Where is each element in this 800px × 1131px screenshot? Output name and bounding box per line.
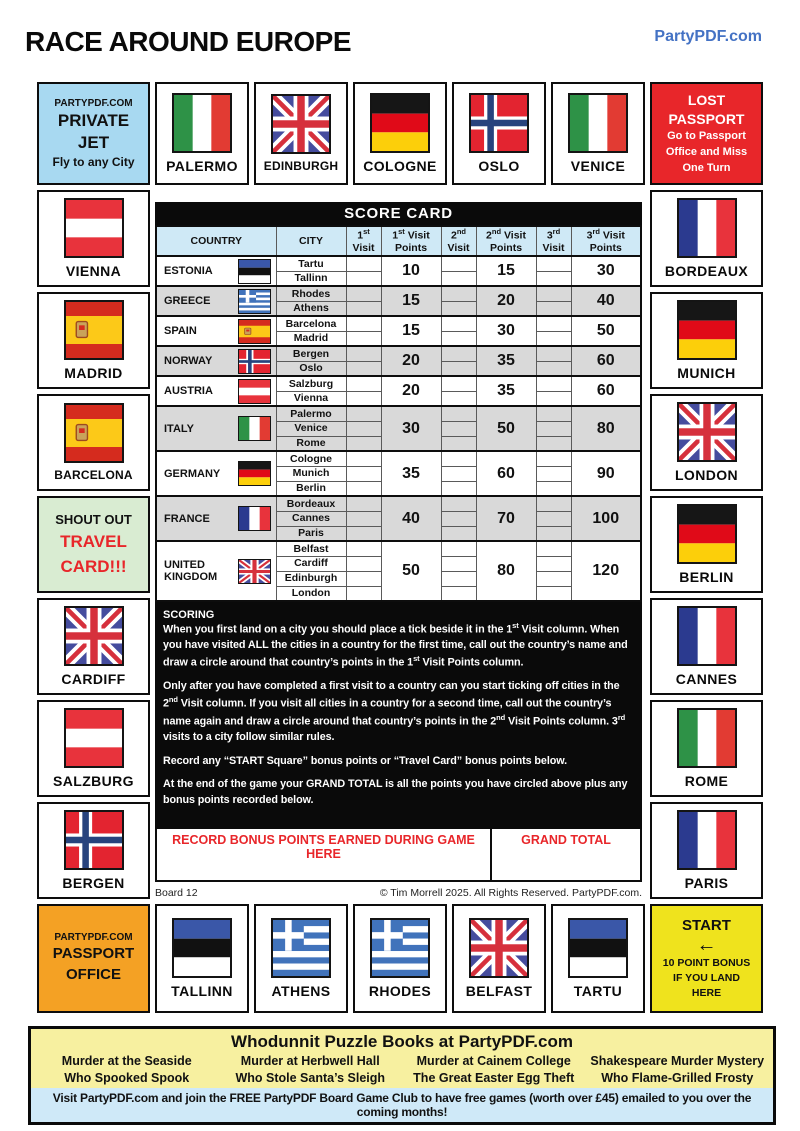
visit3-tick-box [536, 361, 571, 376]
city-cell: Madrid [276, 331, 346, 346]
flag-austria-icon [64, 198, 124, 258]
city-label: BORDEAUX [664, 263, 749, 279]
visit1-tick-box [346, 256, 381, 271]
visit3-tick-box [536, 256, 571, 271]
flag-uk-icon [677, 402, 737, 462]
flag-italy-icon [568, 93, 628, 153]
city-label: PARIS [684, 875, 729, 891]
visit3-tick-box [536, 481, 571, 496]
passport-office-title2: OFFICE [66, 966, 121, 983]
visit1-tick-box [346, 421, 381, 436]
score-row [156, 376, 641, 391]
visit3-tick-box [536, 316, 571, 331]
score-row [156, 286, 641, 301]
visit1-tick-box [346, 436, 381, 451]
visit3-tick-box [536, 286, 571, 301]
city-label: TARTU [573, 983, 623, 999]
country-label: GERMANY [164, 467, 221, 480]
visit1-points: 50 [381, 541, 441, 601]
country-label: NORWAY [164, 355, 213, 367]
board-game-club-note: Visit PartyPDF.com and join the FREE PartyPDF Board Game Club to have free games (worth over £45) emailed to you over the coming months! [31, 1088, 773, 1122]
score-row [156, 406, 641, 421]
visit2-tick-box [441, 376, 476, 391]
col-visit-3-points: 3rd Visit Points [571, 226, 641, 256]
visit3-points: 30 [571, 256, 641, 286]
travel-card-label2: CARD!!! [60, 557, 127, 576]
visit1-tick-box [346, 391, 381, 406]
city-label: BERGEN [62, 875, 125, 891]
visit3-tick-box [536, 526, 571, 541]
visit2-tick-box [441, 571, 476, 586]
col-visit-2: 2nd Visit [441, 226, 476, 256]
visit3-tick-box [536, 571, 571, 586]
city-label: BERLIN [679, 569, 734, 585]
city-cell: Salzburg [276, 376, 346, 391]
city-cell: Belfast [276, 541, 346, 556]
visit1-points: 40 [381, 496, 441, 541]
visit2-points: 50 [476, 406, 536, 451]
book-title: Murder at the Seaside [61, 1054, 192, 1068]
flag-norway-icon [64, 810, 124, 870]
board-cell-tallinn [155, 904, 249, 1013]
scoring-paragraph: Record any “START Square” bonus points or “Travel Card” bonus points below. [163, 754, 568, 767]
visit1-tick-box [346, 526, 381, 541]
board-cell-palermo [155, 82, 249, 185]
board-cell-barcelona [37, 394, 150, 491]
flag-estonia-icon [172, 918, 232, 978]
flag-italy-icon [677, 708, 737, 768]
board-cell-edinburgh [254, 82, 348, 185]
travel-card-label: TRAVEL [60, 531, 127, 551]
visit1-tick-box [346, 331, 381, 346]
city-label: VIENNA [65, 263, 122, 279]
city-cell: Cannes [276, 511, 346, 526]
partypdf-site-link[interactable]: PartyPDF.com [654, 28, 762, 45]
visit2-points: 70 [476, 496, 536, 541]
board-cell-passport-office [37, 904, 150, 1013]
city-label: MADRID [64, 365, 123, 381]
lost-passport-rule: Go to Passport [667, 130, 746, 143]
page-header [0, 0, 800, 80]
visit2-tick-box [441, 541, 476, 556]
city-label: CANNES [675, 671, 738, 687]
board-cell-paris [650, 802, 763, 899]
start-bonus-line2: IF YOU LAND [673, 971, 740, 984]
visit3-tick-box [536, 406, 571, 421]
passport-office-title: PASSPORT [52, 945, 135, 963]
passport-office-brand: PARTYPDF.COM [54, 932, 133, 944]
visit2-tick-box [441, 361, 476, 376]
country-label: SPAIN [164, 325, 197, 337]
visit2-tick-box [441, 406, 476, 421]
visit3-points: 80 [571, 406, 641, 451]
visit1-tick-box [346, 346, 381, 361]
shout-out-label: SHOUT OUT [55, 511, 132, 527]
board-cell-berlin [650, 496, 763, 593]
visit2-tick-box [441, 586, 476, 601]
visit1-points: 30 [381, 406, 441, 451]
board-cell-bergen [37, 802, 150, 899]
lost-passport-title: LOST [687, 92, 726, 109]
board-cell-private-jet [37, 82, 150, 185]
board-cell-cologne [353, 82, 447, 185]
book-title: Murder at Herbwell Hall [240, 1054, 380, 1068]
country-cell [156, 316, 276, 346]
flag-spain-icon [64, 300, 124, 360]
visit2-tick-box [441, 481, 476, 496]
visit1-tick-box [346, 481, 381, 496]
col-visit-3: 3rd Visit [536, 226, 571, 256]
visit3-points: 50 [571, 316, 641, 346]
visit3-tick-box [536, 301, 571, 316]
city-label: CARDIFF [61, 671, 126, 687]
city-cell: Tartu [276, 256, 346, 271]
board-number: Board 12 [155, 887, 198, 899]
city-cell: Athens [276, 301, 346, 316]
visit2-tick-box [441, 511, 476, 526]
country-cell [156, 286, 276, 316]
board-cell-tartu [551, 904, 645, 1013]
board-cell-london [650, 394, 763, 491]
private-jet-title: PRIVATE [57, 111, 130, 131]
flag-norway-icon [469, 93, 529, 153]
country-label: ITALY [164, 422, 194, 435]
visit2-tick-box [441, 286, 476, 301]
board-cell-venice [551, 82, 645, 185]
country-cell [156, 346, 276, 376]
score-table [155, 225, 642, 602]
score-row [156, 451, 641, 466]
flag-uk-icon [64, 606, 124, 666]
visit1-tick-box [346, 541, 381, 556]
col-visit-2-points: 2nd Visit Points [476, 226, 536, 256]
record-bonus-points-cell: RECORD BONUS POINTS EARNED DURING GAME HERE [157, 829, 492, 880]
scorecard-area [155, 190, 645, 899]
board-cell-bordeaux [650, 190, 763, 287]
city-label: PALERMO [166, 158, 238, 174]
city-cell: London [276, 586, 346, 601]
visit3-points: 60 [571, 346, 641, 376]
board-cell-cannes [650, 598, 763, 695]
visit1-tick-box [346, 301, 381, 316]
visit2-tick-box [441, 316, 476, 331]
city-cell: Bordeaux [276, 496, 346, 511]
board-cell-lost-passport [650, 82, 763, 185]
visit1-tick-box [346, 496, 381, 511]
visit1-tick-box [346, 451, 381, 466]
flag-uk-icon [469, 918, 529, 978]
visit1-tick-box [346, 376, 381, 391]
book-title: Who Flame-Grilled Frosty [601, 1071, 754, 1085]
city-cell: Tallinn [276, 271, 346, 286]
city-cell: Barcelona [276, 316, 346, 331]
whodunnit-banner [28, 1026, 776, 1125]
left-arrow-icon: ← [696, 933, 717, 956]
city-cell: Edinburgh [276, 571, 346, 586]
visit2-points: 60 [476, 451, 536, 496]
board-cell-belfast [452, 904, 546, 1013]
city-cell: Venice [276, 421, 346, 436]
visit1-tick-box [346, 316, 381, 331]
country-cell [156, 451, 276, 496]
game-board [37, 82, 763, 1013]
country-label: ESTONIA [164, 265, 213, 277]
visit1-tick-box [346, 406, 381, 421]
city-cell: Palermo [276, 406, 346, 421]
visit2-tick-box [441, 331, 476, 346]
city-label: BARCELONA [54, 468, 133, 482]
board-footer [155, 887, 642, 899]
books-row-2 [31, 1071, 773, 1088]
board-cell-oslo [452, 82, 546, 185]
visit3-points: 100 [571, 496, 641, 541]
flag-austria-icon [64, 708, 124, 768]
board-cell-munich [650, 292, 763, 389]
visit2-tick-box [441, 526, 476, 541]
visit1-points: 15 [381, 316, 441, 346]
city-cell: Cologne [276, 451, 346, 466]
city-label: VENICE [570, 158, 626, 174]
flag-france-icon [677, 606, 737, 666]
visit1-points: 10 [381, 256, 441, 286]
visit1-tick-box [346, 511, 381, 526]
book-title: Who Spooked Spook [64, 1071, 190, 1085]
visit1-points: 15 [381, 286, 441, 316]
visit3-points: 40 [571, 286, 641, 316]
country-cell [156, 376, 276, 406]
score-table-header [156, 226, 641, 256]
flag-greece-icon [271, 918, 331, 978]
score-row [156, 541, 641, 556]
visit3-tick-box [536, 436, 571, 451]
visit2-points: 20 [476, 286, 536, 316]
visit3-tick-box [536, 511, 571, 526]
scoring-paragraph: At the end of the game your GRAND TOTAL is all the points you have circled above plus any bonus points recorded below. [163, 778, 628, 807]
visit3-tick-box [536, 271, 571, 286]
lost-passport-title2: PASSPORT [668, 111, 745, 128]
city-cell: Cardiff [276, 556, 346, 571]
visit1-tick-box [346, 556, 381, 571]
bonus-points-row [155, 829, 642, 882]
country-label: FRANCE [164, 512, 210, 525]
city-label: ATHENS [271, 983, 331, 999]
country-label: UNITED KINGDOM [164, 559, 218, 583]
visit2-tick-box [441, 271, 476, 286]
city-cell: Rhodes [276, 286, 346, 301]
books-row-1 [31, 1054, 773, 1071]
board-cell-rhodes [353, 904, 447, 1013]
lost-passport-rule3: One Turn [682, 162, 731, 175]
board-cell-athens [254, 904, 348, 1013]
country-cell [156, 541, 276, 601]
private-jet-subtitle: Fly to any City [52, 154, 135, 169]
visit3-tick-box [536, 466, 571, 481]
country-label: AUSTRIA [164, 385, 213, 397]
visit1-tick-box [346, 571, 381, 586]
visit2-points: 30 [476, 316, 536, 346]
visit3-tick-box [536, 391, 571, 406]
visit3-tick-box [536, 451, 571, 466]
city-cell: Oslo [276, 361, 346, 376]
visit2-tick-box [441, 301, 476, 316]
city-cell: Munich [276, 466, 346, 481]
flag-france-icon [238, 506, 271, 531]
board-cell-start [650, 904, 763, 1013]
city-cell: Vienna [276, 391, 346, 406]
visit2-points: 15 [476, 256, 536, 286]
visit3-tick-box [536, 496, 571, 511]
flag-france-icon [677, 810, 737, 870]
col-city: CITY [276, 226, 346, 256]
col-visit-1: 1st Visit [346, 226, 381, 256]
country-cell [156, 496, 276, 541]
lost-passport-rule2: Office and Miss [665, 146, 748, 159]
copyright-text: © Tim Morrell 2025. All Rights Reserved. PartyPDF.com. [379, 887, 642, 899]
city-cell: Berlin [276, 481, 346, 496]
flag-germany-icon [677, 300, 737, 360]
country-label: GREECE [164, 295, 211, 307]
flag-austria-icon [238, 379, 271, 404]
city-cell: Bergen [276, 346, 346, 361]
score-row [156, 256, 641, 271]
visit2-tick-box [441, 391, 476, 406]
flag-spain-icon [238, 319, 271, 344]
city-label: EDINBURGH [263, 159, 339, 173]
visit2-tick-box [441, 421, 476, 436]
visit2-tick-box [441, 466, 476, 481]
book-title: Who Stole Santa’s Sleigh [235, 1071, 386, 1085]
board-cell-cardiff [37, 598, 150, 695]
city-cell: Paris [276, 526, 346, 541]
visit1-points: 20 [381, 346, 441, 376]
board-cell-shout-out-travel-card [37, 496, 150, 593]
scoring-rules-box [155, 602, 642, 829]
city-label: ROME [684, 773, 729, 789]
start-bonus-line: 10 POINT BONUS [662, 956, 751, 969]
city-label: SALZBURG [53, 773, 134, 789]
private-jet-title2: JET [77, 133, 110, 152]
score-row [156, 316, 641, 331]
visit3-points: 90 [571, 451, 641, 496]
flag-uk-icon [238, 559, 271, 584]
visit2-points: 35 [476, 346, 536, 376]
city-label: TALLINN [171, 983, 233, 999]
visit3-tick-box [536, 421, 571, 436]
visit1-tick-box [346, 271, 381, 286]
board-cell-madrid [37, 292, 150, 389]
city-label: OSLO [478, 158, 520, 174]
visit1-points: 35 [381, 451, 441, 496]
visit3-points: 60 [571, 376, 641, 406]
visit1-tick-box [346, 286, 381, 301]
visit2-tick-box [441, 556, 476, 571]
board-cell-vienna [37, 190, 150, 287]
visit3-tick-box [536, 586, 571, 601]
grand-total-cell: GRAND TOTAL [521, 832, 611, 847]
score-row [156, 496, 641, 511]
visit3-tick-box [536, 346, 571, 361]
visit1-tick-box [346, 466, 381, 481]
visit3-points: 120 [571, 541, 641, 601]
scoring-title: SCORING [163, 609, 215, 621]
book-title: The Great Easter Egg Theft [413, 1071, 575, 1085]
visit1-tick-box [346, 586, 381, 601]
visit3-tick-box [536, 376, 571, 391]
flag-germany-icon [370, 93, 430, 153]
scorecard-title: SCORE CARD [155, 202, 642, 225]
visit2-tick-box [441, 256, 476, 271]
city-label: COLOGNE [363, 158, 437, 174]
flag-norway-icon [238, 349, 271, 374]
page-title: RACE AROUND EUROPE [25, 26, 351, 57]
visit2-points: 80 [476, 541, 536, 601]
visit2-points: 35 [476, 376, 536, 406]
city-label: BELFAST [465, 983, 533, 999]
visit3-tick-box [536, 541, 571, 556]
city-label: LONDON [674, 467, 739, 483]
flag-france-icon [677, 198, 737, 258]
flag-germany-icon [238, 461, 271, 486]
scoring-paragraph: When you first land on a city you should place a tick beside it in the 1st Visit column. When you have visited ALL the cities in a country for the first time, call out the country’s name and draw a circle around that country’s points in the 1st Visit Points column. [163, 621, 628, 669]
visit3-tick-box [536, 556, 571, 571]
country-cell [156, 256, 276, 286]
flag-greece-icon [370, 918, 430, 978]
banner-title: Whodunnit Puzzle Books at PartyPDF.com [231, 1032, 573, 1051]
city-cell: Rome [276, 436, 346, 451]
flag-italy-icon [238, 416, 271, 441]
flag-italy-icon [172, 93, 232, 153]
visit1-tick-box [346, 361, 381, 376]
flag-estonia-icon [568, 918, 628, 978]
col-country: COUNTRY [156, 226, 276, 256]
private-jet-brand: PARTYPDF.COM [54, 98, 133, 110]
visit2-tick-box [441, 451, 476, 466]
col-visit-1-points: 1st Visit Points [381, 226, 441, 256]
scoring-paragraph: Only after you have completed a first visit to a country can you start ticking off cities in the 2nd Visit column. If you visit all cities in a country for a second time, call out the country’s name again and draw a circle around that country’s points in the 2nd Visit Points column. 3rd visits to a city follow similar rules. [163, 680, 626, 743]
visit2-tick-box [441, 436, 476, 451]
flag-estonia-icon [238, 259, 271, 284]
book-title: Shakespeare Murder Mystery [590, 1054, 765, 1068]
board-cell-salzburg [37, 700, 150, 797]
city-label: RHODES [368, 983, 432, 999]
visit2-tick-box [441, 496, 476, 511]
start-label: START [682, 916, 731, 934]
visit3-tick-box [536, 331, 571, 346]
flag-greece-icon [238, 289, 271, 314]
score-row [156, 346, 641, 361]
city-label: MUNICH [677, 365, 736, 381]
visit1-points: 20 [381, 376, 441, 406]
flag-germany-icon [677, 504, 737, 564]
board-cell-rome [650, 700, 763, 797]
visit2-tick-box [441, 346, 476, 361]
flag-uk-icon [271, 94, 331, 154]
flag-spain-icon [64, 403, 124, 463]
start-bonus-line3: HERE [691, 987, 722, 1000]
book-title: Murder at Cainem College [416, 1054, 571, 1068]
country-cell [156, 406, 276, 451]
